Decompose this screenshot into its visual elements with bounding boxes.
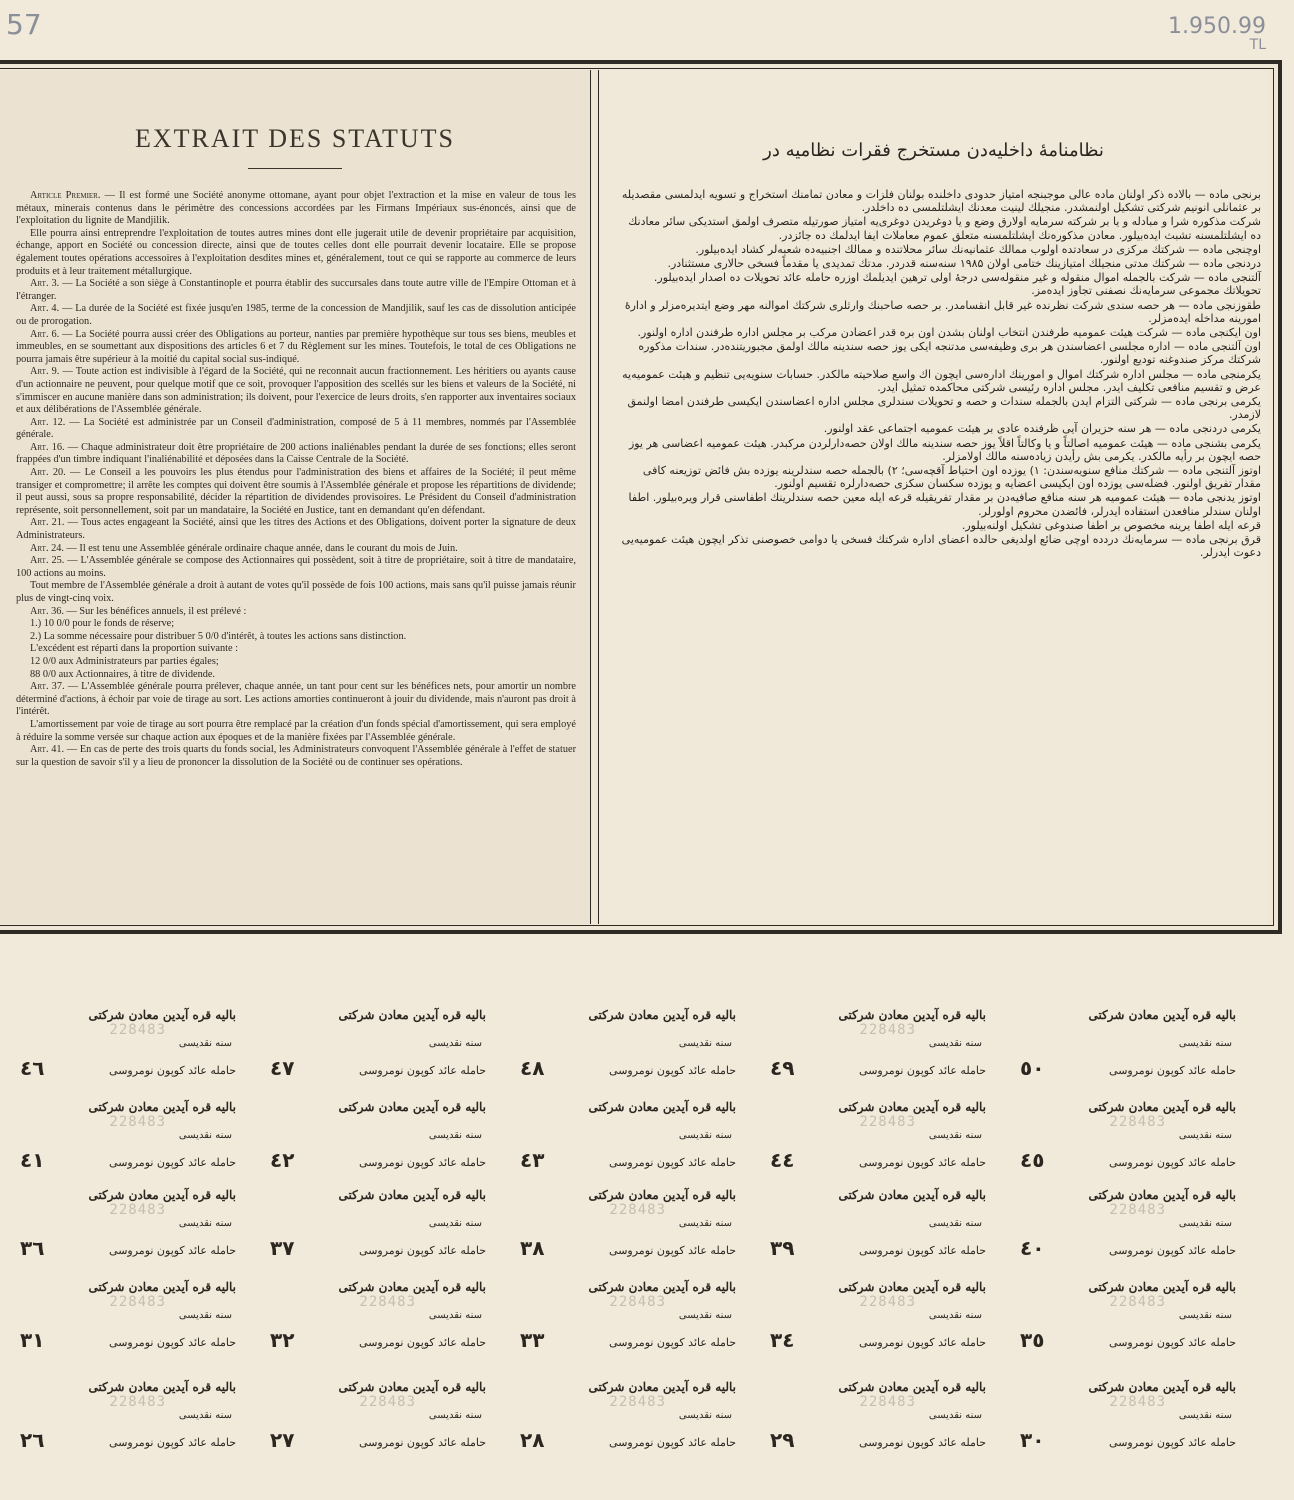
coupon-bearer-label: حامله عائد کوپون نومروسی xyxy=(859,1436,986,1449)
coupon-bearer-label: حامله عائد کوپون نومروسی xyxy=(609,1436,736,1449)
article-label: Art. 16. xyxy=(30,441,65,453)
french-articles xyxy=(16,190,576,769)
french-article xyxy=(16,517,576,542)
coupon-number: ٤٧ xyxy=(270,1056,295,1080)
coupon-year-label: سنه نقدیسی xyxy=(1178,1130,1232,1141)
article-text: — La Société a son siège à Constantinople et pourra établir des succursales dans toute autre ville de l'Empire Ottoman et à l'étranger. xyxy=(16,278,576,302)
coupon-company: بالیه قره آیدین معادن شرکتی xyxy=(838,1100,986,1114)
article-text: 1.) 10 0/0 pour le fonds de réserve; xyxy=(30,618,175,630)
coupon-year-label: سنه نقدیسی xyxy=(428,1218,482,1229)
article-label: Art. 25. xyxy=(30,555,65,567)
coupon-number: ٤٠ xyxy=(1020,1236,1045,1260)
coupon-ghost-number: 228483 xyxy=(1109,1294,1166,1310)
ottoman-article: قرعه ایله اطفا یرینه مخصوص بر اطفا صندوغی تشکیل اولنه‌بیلور. xyxy=(961,518,1261,532)
article-text: — Il est formé une Société anonyme ottomane, ayant pour objet l'extraction et la mise en valeur de tous les métaux, minerais contenus dans le périmètre des concessions accordées par les Firmans Impériaux sus-énoncés, ainsi que de l'exploitation du lignite de Mandjilik. xyxy=(16,190,576,227)
coupon-year-label: سنه نقدیسی xyxy=(928,1038,982,1049)
article-text: — La Société est administrée par un Conseil d'administration, composé de 5 à 11 membres, nommés par l'Assemblée générale. xyxy=(16,416,577,441)
coupon xyxy=(770,1008,990,1092)
ottoman-article: اون ایکنجی ماده — شرکت هیئت عمومیه طرفندن انتخاب اولنان بشدن اون بره قدر اعضادن مرکب بر مجلس اداره طرفندن اداره اولنور. xyxy=(637,326,1261,340)
coupon-number: ٢٨ xyxy=(520,1428,545,1452)
coupon-ghost-number: 228483 xyxy=(609,1202,666,1218)
annotation-right-sub: TL xyxy=(1249,37,1266,53)
coupon-year-label: سنه نقدیسی xyxy=(928,1310,982,1321)
coupon-bearer-label: حامله عائد کوپون نومروسی xyxy=(109,1244,236,1257)
article-text: — Il est tenu une Assemblée générale ordinaire chaque année, dans le courant du mois de Juin. xyxy=(63,542,458,554)
french-article xyxy=(16,190,576,228)
coupon-company: بالیه قره آیدین معادن شرکتی xyxy=(338,1280,486,1294)
article-text: Elle pourra ainsi entreprendre l'exploitation de toutes autres mines dont elle jugerait utile de devenir propriétaire par acquisition, échange, apport en Société ou concession directe, ainsi que de toutes celles dont elle pourrait devenir locataire. Elle se propose également toutes opérations accessoires à l'exploitation desdites mines et, généralement, tout ce qui se rapporte au commerce de leurs produits et à leur traitement métallurgique. xyxy=(16,227,576,277)
french-article xyxy=(16,744,576,769)
coupon xyxy=(270,1280,490,1364)
coupon-ghost-number: 228483 xyxy=(1109,1202,1166,1218)
french-title: EXTRAIT DES STATUTS xyxy=(134,124,455,153)
coupon-ghost-number: 228483 xyxy=(609,1394,666,1410)
french-article xyxy=(16,669,576,682)
french-article xyxy=(16,631,576,644)
coupon-company: بالیه قره آیدین معادن شرکتی xyxy=(338,1100,486,1114)
article-label: Art. 4. xyxy=(30,303,60,315)
coupon xyxy=(1020,1280,1240,1364)
french-article xyxy=(16,681,576,719)
article-text: — Le Conseil a les pouvoirs les plus étendus pour l'administration des biens et affaires de la Société; il peut même transiger et compromettre; il arrête les comptes qui doivent être soumis à l'Assemblée générale et propose les répartitions de dividende; il peut aussi, sous sa propre responsabilité, décider la répartition de dividendes provisoires. Le Président du Conseil d'administration représente, soit personnellement, soit par un mandataire, la Société en Justice, tant en demandant qu'en défendant. xyxy=(16,467,577,516)
french-article xyxy=(16,643,576,656)
coupon-company: بالیه قره آیدین معادن شرکتی xyxy=(838,1008,986,1022)
ottoman-article: یکرمنجی ماده — مجلس اداره شرکتك اموال و امورینك اداره‌سی ایچون اك واسع صلاحیته مالکدر. حسابات سنویه‌یی تنظیم و هیئت عمومیه‌یه عرض و تقسیم منافعی تکلیف ایدر. مجلس اداره رئیسی شرکتی محاکمده تمثیل ایدر. xyxy=(622,367,1261,394)
coupon-company: بالیه قره آیدین معادن شرکتی xyxy=(838,1280,986,1294)
coupon-ghost-number: 228483 xyxy=(359,1394,416,1410)
coupon-company: بالیه قره آیدین معادن شرکتی xyxy=(838,1188,986,1202)
coupon-bearer-label: حامله عائد کوپون نومروسی xyxy=(359,1244,486,1257)
annotation-right xyxy=(1168,14,1266,54)
coupon xyxy=(770,1280,990,1364)
coupon-sheet xyxy=(0,990,1294,1490)
coupon-ghost-number: 228483 xyxy=(859,1022,916,1038)
coupon-bearer-label: حامله عائد کوپون نومروسی xyxy=(109,1436,236,1449)
coupon xyxy=(270,1188,490,1272)
coupon-bearer-label: حامله عائد کوپون نومروسی xyxy=(609,1336,736,1349)
french-article xyxy=(16,303,576,328)
coupon xyxy=(520,1280,740,1364)
ottoman-article: قرق برنجی ماده — سرمایه‌نك دردده اوچی ضائع اولدیغی حالده اعضای اداره شرکتك فسخی یا دوامی خصوصنی تذکر ایچون هیئت عمومیه‌یی دعوت ایدرلر. xyxy=(621,533,1261,560)
coupon-ghost-number: 228483 xyxy=(859,1114,916,1130)
coupon-number: ٣٢ xyxy=(270,1328,295,1352)
coupon-bearer-label: حامله عائد کوپون نومروسی xyxy=(1109,1336,1236,1349)
ottoman-article: آلتنجی ماده — شرکت بالجمله اموال منقوله و غیر منقوله‌سی درجهٔ اولی ترهین ایدیلمك اوزره حامله عائد تحویلات ده اصدار ایده‌بیلور. تحویلاتك مجموعی سرمایه‌نك نصفنی تجاوز ایده‌مز. xyxy=(653,271,1261,298)
article-text: — La Société pourra aussi créer des Obligations au porteur, nanties par première hypothèque sur tous ses biens, meubles et immeubles, en se soumettant aux dispositions des articles 6 et 7 du Règlement sur les mines. Toutefois, le total de ces Obligations ne pourra jamais être supérieur à la moitié du capital social sus-indiqué. xyxy=(16,328,576,365)
coupon xyxy=(20,1188,240,1272)
coupon xyxy=(20,1100,240,1184)
coupon-bearer-label: حامله عائد کوپون نومروسی xyxy=(609,1244,736,1257)
article-text: — Chaque administrateur doit être propriétaire de 200 actions inaliénables pendant la durée de ses fonctions; elles seront frappées d'un timbre indiquant l'inaliénabilité et déposées dans la Caisse Centrale de la Société. xyxy=(16,441,576,466)
coupon-company: بالیه قره آیدین معادن شرکتی xyxy=(588,1380,736,1394)
coupon-bearer-label: حامله عائد کوپون نومروسی xyxy=(359,1156,486,1169)
coupon-year-label: سنه نقدیسی xyxy=(928,1218,982,1229)
coupon-number: ٤٥ xyxy=(1020,1148,1045,1172)
coupon-year-label: سنه نقدیسی xyxy=(1178,1038,1232,1049)
article-text: 88 0/0 aux Actionnaires, à titre de dividende. xyxy=(30,668,216,680)
coupon-ghost-number: 228483 xyxy=(859,1394,916,1410)
coupon-ghost-number: 228483 xyxy=(109,1394,166,1410)
coupon-year-label: سنه نقدیسی xyxy=(428,1410,482,1421)
ottoman-article: یکرمی دردنجی ماده — هر سنه حزیران آیی ظرفنده عادی بر هیئت عمومیه اجتماعی عقد اولنور. xyxy=(823,422,1261,436)
coupon-bearer-label: حامله عائد کوپون نومروسی xyxy=(859,1156,986,1169)
ottoman-article: دردنجی ماده — شرکتك مدتی منجیلك امتیازینك ختامی اولان ۱۹۸۵ سنه‌سنه قدردر. مدتك تمدیدی یا مقدماً فسخی حالاری مستثنادر. xyxy=(667,257,1261,271)
coupon-number: ٣١ xyxy=(20,1328,45,1352)
ottoman-article: شرکت مذکوره شرا و مبادله و یا بر شرکته سرمایه اولارق وضع و یا دوغریدن دوغری‌یه امتیاز صورتیله متصرف اولمق استدیکی سائر معادنك ده ایشلتلمسنه تشبث ایده‌بیلور. معادن مذکوره‌نك ایشلتلمسنه متعلق عموم معاملات ایفا ایدلمك ده جائزدر. xyxy=(628,215,1261,242)
coupon-number: ٤٦ xyxy=(20,1056,45,1080)
coupon-bearer-label: حامله عائد کوپون نومروسی xyxy=(359,1436,486,1449)
coupon-number: ٣٠ xyxy=(1020,1428,1045,1452)
coupon xyxy=(520,1380,740,1464)
coupon-year-label: سنه نقدیسی xyxy=(178,1410,232,1421)
coupon-company: بالیه قره آیدین معادن شرکتی xyxy=(1088,1008,1236,1022)
article-text: — En cas de perte des trois quarts du fonds social, les Administrateurs convoquent l'Assemblée générale à l'effet de statuer sur la question de savoir s'il y a lieu de prononcer la dissolution de la Société ou de continuer ses opérations. xyxy=(16,744,576,768)
article-label: Art. 21. xyxy=(30,517,65,529)
coupon-year-label: سنه نقدیسی xyxy=(428,1038,482,1049)
ottoman-article: یکرمی برنجی ماده — شرکتی التزام ایدن بالجمله سندات و حصه و تحویلات سندلری مجلس اداره اعضاسندن ایکیسی طرفندن امضا اولنمق لازمدر. xyxy=(627,395,1261,422)
ottoman-article: یکرمی بشنجی ماده — هیئت عمومیه اصالتاً و یا وکالتاً اقلاً یوز حصه سندینه مالك اولان حصه‌دارلردن مرکبدر. هیئت عمومیه اعضاسی هر یوز حصه ایچون بر رأیه مالکدر. یکرمی بش رأیدن زیاده‌سنه مالك اولامزلر. xyxy=(628,436,1261,463)
coupon-company: بالیه قره آیدین معادن شرکتی xyxy=(1088,1100,1236,1114)
article-label: Art. 36. xyxy=(30,605,64,617)
coupon-company: بالیه قره آیدین معادن شرکتی xyxy=(338,1188,486,1202)
ottoman-column xyxy=(598,70,1268,924)
coupon xyxy=(1020,1100,1240,1184)
coupon-year-label: سنه نقدیسی xyxy=(678,1130,732,1141)
coupon-year-label: سنه نقدیسی xyxy=(178,1038,232,1049)
coupon-year-label: سنه نقدیسی xyxy=(178,1130,232,1141)
article-text: Tout membre de l'Assemblée générale a droit à autant de votes qu'il possède de fois 100 actions, mais sans qu'il puisse jamais réunir plus de vingt-cinq voix. xyxy=(16,580,576,604)
coupon-bearer-label: حامله عائد کوپون نومروسی xyxy=(359,1336,486,1349)
article-label: Art. 12. xyxy=(30,416,66,428)
ottoman-article: اوچنجی ماده — شرکتك مرکزی در سعادتده اولوب ممالك عثمانیه‌نك سائر محلاتنده و ممالك اجنبیه‌ده شعبه‌لر کشاد ایده‌بیلور. xyxy=(695,242,1261,256)
coupon-number: ٢٩ xyxy=(770,1428,795,1452)
coupon-ghost-number: 228483 xyxy=(359,1294,416,1310)
coupon-number: ٤٩ xyxy=(770,1056,795,1080)
coupon-year-label: سنه نقدیسی xyxy=(428,1310,482,1321)
coupon-number: ٣٧ xyxy=(270,1236,295,1260)
coupon-year-label: سنه نقدیسی xyxy=(428,1130,482,1141)
article-label: Article Premier. xyxy=(30,190,101,201)
coupon-number: ٥٠ xyxy=(1020,1056,1045,1080)
coupon-bearer-label: حامله عائد کوپون نومروسی xyxy=(609,1156,736,1169)
coupon xyxy=(270,1100,490,1184)
article-text: — Tous actes engageant la Société, ainsi que les titres des Actions et des Obligations, doivent porter la signature de deux Administrateurs. xyxy=(16,517,576,542)
coupon-number: ٣٩ xyxy=(770,1236,795,1260)
article-text: 2.) La somme nécessaire pour distribuer 5 0/0 d'intérêt, à toutes les actions sans distinction. xyxy=(30,630,407,642)
french-article xyxy=(16,543,576,556)
coupon-ghost-number: 228483 xyxy=(109,1202,166,1218)
annotation-right-main: 1.950.99 xyxy=(1168,14,1266,39)
coupon-bearer-label: حامله عائد کوپون نومروسی xyxy=(109,1336,236,1349)
coupon-company: بالیه قره آیدین معادن شرکتی xyxy=(588,1188,736,1202)
french-column xyxy=(0,70,591,924)
ottoman-article: اون آلتنجی ماده — اداره مجلسی اعضاسندن هر بری وظیفه‌سی مدتنجه ایکی یوز حصه سندینه مالك اولمق مجبوریتنده‌در. سندات مذکوره شرکتك مرکز صندوغنه تودیع اولنور. xyxy=(638,340,1261,367)
french-article xyxy=(16,278,576,303)
french-article xyxy=(16,417,576,442)
coupon xyxy=(1020,1008,1240,1092)
article-label: Art. 3. xyxy=(30,278,60,290)
coupon xyxy=(270,1008,490,1092)
coupon-company: بالیه قره آیدین معادن شرکتی xyxy=(838,1380,986,1394)
article-label: Art. 6. xyxy=(30,328,60,340)
article-text: — Sur les bénéfices annuels, il est prélevé : xyxy=(63,605,247,617)
coupon-number: ٢٧ xyxy=(270,1428,295,1452)
coupon-number: ٣٥ xyxy=(1020,1328,1045,1352)
coupon xyxy=(770,1188,990,1272)
coupon-ghost-number: 228483 xyxy=(1109,1394,1166,1410)
coupon xyxy=(20,1280,240,1364)
ottoman-article: اوتوز یدنجی ماده — هیئت عمومیه هر سنه منافع صافیه‌دن بر مقدار تفریقیله قرعه ایله معین حصه سندلرینك اطفاسنی قرار ویره‌بیلور. اطفا اولنان سندلر منافعدن استفاده ایدرلر، فائضدن محروم اولورلر. xyxy=(628,491,1261,518)
french-article xyxy=(16,442,576,467)
coupon-company: بالیه قره آیدین معادن شرکتی xyxy=(88,1380,236,1394)
article-label: Art. 37. xyxy=(30,681,65,693)
coupon-ghost-number: 228483 xyxy=(109,1114,166,1130)
coupon-company: بالیه قره آیدین معادن شرکتی xyxy=(338,1008,486,1022)
coupon-ghost-number: 228483 xyxy=(109,1294,166,1310)
ottoman-title: نظامنامهٔ داخلیه‌دن مستخرج فقرات نظامیه در xyxy=(763,140,1104,161)
french-article xyxy=(16,366,576,416)
coupon-year-label: سنه نقدیسی xyxy=(678,1310,732,1321)
coupon-bearer-label: حامله عائد کوپون نومروسی xyxy=(1109,1156,1236,1169)
coupon-year-label: سنه نقدیسی xyxy=(928,1130,982,1141)
coupon-number: ٣٦ xyxy=(20,1236,45,1260)
title-rule xyxy=(248,168,342,169)
french-article xyxy=(16,228,576,278)
coupon-number: ٣٨ xyxy=(520,1236,545,1260)
coupon xyxy=(1020,1380,1240,1464)
coupon-bearer-label: حامله عائد کوپون نومروسی xyxy=(859,1336,986,1349)
coupon-number: ٤٤ xyxy=(770,1148,795,1172)
coupon-company: بالیه قره آیدین معادن شرکتی xyxy=(1088,1280,1236,1294)
article-label: Art. 24. xyxy=(30,542,64,554)
article-text: L'amortissement par voie de tirage au sort pourra être remplacé par la création d'un fonds spécial d'amortissement, qui sera employé à réduire la somme versée sur chaque action aux époques et de la manière fixées par l'Assemblée générale. xyxy=(16,718,576,743)
coupon-company: بالیه قره آیدین معادن شرکتی xyxy=(588,1100,736,1114)
coupon-number: ٢٦ xyxy=(20,1428,45,1452)
french-article xyxy=(16,580,576,605)
annotation-left: 57 xyxy=(6,8,42,41)
article-text: — Toute action est indivisible à l'égard de la Société, qui ne reconnait aucun fractionnement. Les héritiers ou ayants cause d'un actionnaire ne peuvent, pour quelque motif que ce soit, provoquer l'apposition des scellés sur les biens et valeurs de la Société, ni s'immiscer en aucune manière dans son administration; ils doivent, pour l'exercice de leurs droits, s'en rapporter aux inventaires sociaux et aux délibérations de l'Assemblée générale. xyxy=(16,366,576,416)
article-text: — L'Assemblée générale se compose des Actionnaires qui possèdent, soit à titre de propriétaire, soit à titre de mandataire, 100 actions au moins. xyxy=(16,555,576,579)
coupon-bearer-label: حامله عائد کوپون نومروسی xyxy=(609,1064,736,1077)
french-article xyxy=(16,467,576,517)
coupon-bearer-label: حامله عائد کوپون نومروسی xyxy=(109,1156,236,1169)
coupon-year-label: سنه نقدیسی xyxy=(678,1218,732,1229)
coupon-ghost-number: 228483 xyxy=(859,1294,916,1310)
coupon-number: ٣٤ xyxy=(770,1328,795,1352)
coupon-company: بالیه قره آیدین معادن شرکتی xyxy=(588,1008,736,1022)
coupon-year-label: سنه نقدیسی xyxy=(928,1410,982,1421)
french-article xyxy=(16,555,576,580)
coupon-year-label: سنه نقدیسی xyxy=(1178,1218,1232,1229)
coupon-ghost-number: 228483 xyxy=(609,1294,666,1310)
coupon xyxy=(1020,1188,1240,1272)
coupon xyxy=(270,1380,490,1464)
coupon-company: بالیه قره آیدین معادن شرکتی xyxy=(88,1280,236,1294)
coupon-company: بالیه قره آیدین معادن شرکتی xyxy=(88,1100,236,1114)
french-article xyxy=(16,329,576,367)
ottoman-article: برنجی ماده — بالاده ذکر اولنان ماده عالی موجبنجه امتیاز حدودی داخلنده بولنان فلزات و معادن تمامنك استخراج و تسویه ایدلمسی مقصدیله بر عثمانلی انونیم شرکتی تشکیل اولنمشدر. منجیلك لینیت معدنك ایشلتلمسی ده داخلدر. xyxy=(621,188,1261,215)
coupon-company: بالیه قره آیدین معادن شرکتی xyxy=(1088,1188,1236,1202)
coupon-year-label: سنه نقدیسی xyxy=(1178,1310,1232,1321)
coupon-bearer-label: حامله عائد کوپون نومروسی xyxy=(1109,1436,1236,1449)
article-text: — La durée de la Société est fixée jusqu'en 1985, terme de la concession de Mandjilik, sauf les cas de dissolution anticipée ou de prorogation. xyxy=(16,303,576,327)
coupon-year-label: سنه نقدیسی xyxy=(178,1310,232,1321)
ottoman-article: طقوزنجی ماده — هر حصه سندی شرکت نظرنده غیر قابل انقسامدر. بر حصه صاحبنك وارثلری شرکتك اموالنه مهر وضع ایتدیره‌مزلر و ادارهٔ امورینه مداخله ایده‌مزلر. xyxy=(624,298,1261,325)
coupon-ghost-number: 228483 xyxy=(109,1022,166,1038)
coupon-number: ٣٣ xyxy=(520,1328,545,1352)
coupon xyxy=(770,1380,990,1464)
coupon-company: بالیه قره آیدین معادن شرکتی xyxy=(338,1380,486,1394)
coupon xyxy=(520,1008,740,1092)
coupon-year-label: سنه نقدیسی xyxy=(178,1218,232,1229)
coupon xyxy=(520,1100,740,1184)
article-label: Art. 9. xyxy=(30,366,60,378)
coupon-company: بالیه قره آیدین معادن شرکتی xyxy=(88,1008,236,1022)
french-article xyxy=(16,719,576,744)
statutes-frame xyxy=(0,60,1282,934)
coupon-company: بالیه قره آیدین معادن شرکتی xyxy=(88,1188,236,1202)
article-text: 12 0/0 aux Administrateurs par parties égales; xyxy=(30,655,219,667)
coupon-year-label: سنه نقدیسی xyxy=(678,1038,732,1049)
coupon xyxy=(520,1188,740,1272)
french-article xyxy=(16,618,576,631)
article-text: L'excédent est réparti dans la proportion suivante : xyxy=(30,643,239,655)
coupon-bearer-label: حامله عائد کوپون نومروسی xyxy=(1109,1244,1236,1257)
french-article xyxy=(16,656,576,669)
coupon-year-label: سنه نقدیسی xyxy=(1178,1410,1232,1421)
article-label: Art. 20. xyxy=(30,467,66,479)
coupon-ghost-number: 228483 xyxy=(1109,1114,1166,1130)
coupon xyxy=(20,1380,240,1464)
coupon-number: ٤١ xyxy=(20,1148,45,1172)
article-text: — L'Assemblée générale pourra prélever, chaque année, un tant pour cent sur les bénéfices nets, pour amortir un nombre déterminé d'actions, à échoir par voie de tirage au sort. Les actions amorties continueront à jouir du dividende, mais n'auront pas droit à l'intérêt. xyxy=(16,681,577,718)
ottoman-articles xyxy=(621,188,1261,560)
coupon-bearer-label: حامله عائد کوپون نومروسی xyxy=(109,1064,236,1077)
article-label: Art. 41. xyxy=(30,744,65,756)
coupon-company: بالیه قره آیدین معادن شرکتی xyxy=(1088,1380,1236,1394)
french-article xyxy=(16,606,576,619)
coupon xyxy=(770,1100,990,1184)
coupon-company: بالیه قره آیدین معادن شرکتی xyxy=(588,1280,736,1294)
coupon-bearer-label: حامله عائد کوپون نومروسی xyxy=(1109,1064,1236,1077)
coupon-number: ٤٣ xyxy=(520,1148,545,1172)
coupon-year-label: سنه نقدیسی xyxy=(678,1410,732,1421)
coupon-bearer-label: حامله عائد کوپون نومروسی xyxy=(359,1064,486,1077)
coupon xyxy=(20,1008,240,1092)
coupon-number: ٤٢ xyxy=(270,1148,295,1172)
coupon-bearer-label: حامله عائد کوپون نومروسی xyxy=(859,1244,986,1257)
coupon-number: ٤٨ xyxy=(520,1056,545,1080)
ottoman-article: اوتوز آلتنجی ماده — شرکتك منافع سنویه‌سندن: ۱) یوزده اون احتیاط آقچه‌سی؛ ۲) بالجمله حصه سندلرینه یوزده بش فائض توزیعنه کافی مقدار تفریق اولنور. فضله‌سی یوزده اون ایکیسی اعضایه و یوزده سکسان سکزی حصه‌دارلره تقسیم اولنور. xyxy=(642,464,1261,491)
coupon-bearer-label: حامله عائد کوپون نومروسی xyxy=(859,1064,986,1077)
